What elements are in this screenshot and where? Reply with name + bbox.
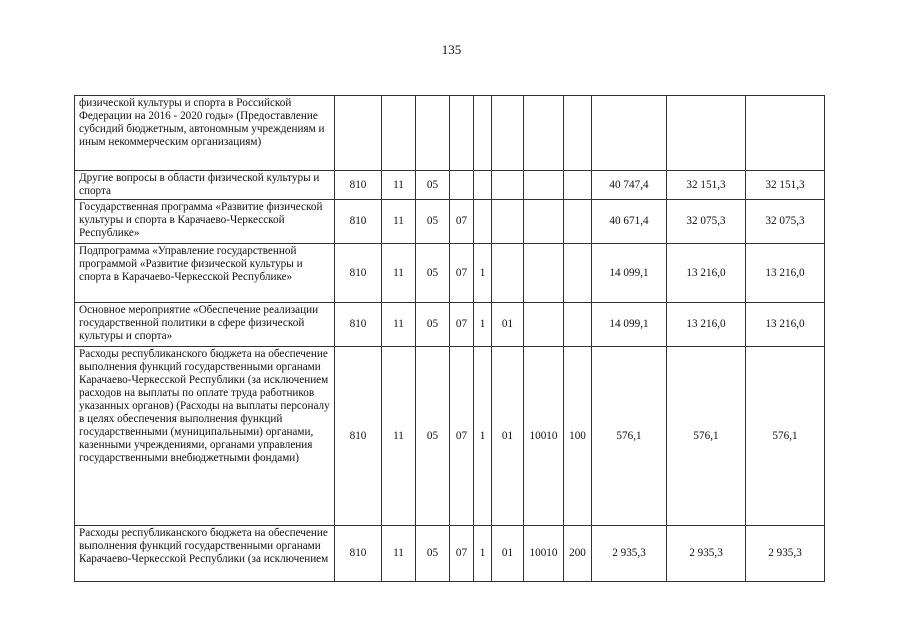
- amount-cell: 32 151,3: [746, 171, 825, 200]
- code-cell: 11: [382, 303, 416, 347]
- code-cell: 11: [382, 347, 416, 526]
- code-cell: [524, 244, 564, 303]
- code-cell: [492, 171, 524, 200]
- code-cell: 11: [382, 244, 416, 303]
- amount-cell: 32 075,3: [667, 200, 746, 244]
- amount-cell: 32 075,3: [746, 200, 825, 244]
- row-description: Подпрограмма «Управление государственной программой «Развитие физической культуры и спорта в Карачаево-Черкесской Республике»: [75, 244, 335, 303]
- row-description: Государственная программа «Развитие физической культуры и спорта в Карачаево-Черкесской Республике»: [75, 200, 335, 244]
- amount-cell: 13 216,0: [746, 244, 825, 303]
- table-row: [75, 347, 825, 526]
- table-row: [75, 96, 825, 171]
- amount-cell: [667, 96, 746, 171]
- amount-cell: 2 935,3: [592, 526, 667, 582]
- table-row: [75, 244, 825, 303]
- amount-cell: 576,1: [746, 347, 825, 526]
- code-cell: [382, 96, 416, 171]
- code-cell: 01: [492, 303, 524, 347]
- code-cell: [416, 96, 450, 171]
- code-cell: 11: [382, 171, 416, 200]
- amount-cell: 13 216,0: [746, 303, 825, 347]
- amount-cell: 14 099,1: [592, 303, 667, 347]
- code-cell: [474, 200, 492, 244]
- code-cell: 05: [416, 347, 450, 526]
- code-cell: 07: [450, 303, 474, 347]
- code-cell: [524, 171, 564, 200]
- code-cell: [564, 303, 592, 347]
- code-cell: 810: [335, 303, 382, 347]
- table-row: [75, 526, 825, 582]
- amount-cell: 576,1: [592, 347, 667, 526]
- code-cell: 1: [474, 347, 492, 526]
- amount-cell: 576,1: [667, 347, 746, 526]
- table-row: [75, 171, 825, 200]
- budget-table: [74, 95, 825, 582]
- amount-cell: 14 099,1: [592, 244, 667, 303]
- code-cell: 05: [416, 303, 450, 347]
- amount-cell: 40 671,4: [592, 200, 667, 244]
- code-cell: 810: [335, 244, 382, 303]
- row-description: Другие вопросы в области физической культуры и спорта: [75, 171, 335, 200]
- code-cell: [450, 96, 474, 171]
- code-cell: [524, 96, 564, 171]
- code-cell: [524, 303, 564, 347]
- code-cell: 07: [450, 244, 474, 303]
- code-cell: 810: [335, 526, 382, 582]
- code-cell: [450, 171, 474, 200]
- code-cell: [564, 171, 592, 200]
- amount-cell: 32 151,3: [667, 171, 746, 200]
- code-cell: 05: [416, 171, 450, 200]
- code-cell: 05: [416, 244, 450, 303]
- code-cell: [492, 200, 524, 244]
- amount-cell: 13 216,0: [667, 244, 746, 303]
- code-cell: [474, 171, 492, 200]
- amount-cell: 2 935,3: [746, 526, 825, 582]
- amount-cell: 40 747,4: [592, 171, 667, 200]
- code-cell: 11: [382, 200, 416, 244]
- code-cell: 1: [474, 526, 492, 582]
- code-cell: [564, 244, 592, 303]
- code-cell: 07: [450, 200, 474, 244]
- amount-cell: [592, 96, 667, 171]
- code-cell: 810: [335, 200, 382, 244]
- code-cell: [474, 96, 492, 171]
- code-cell: [335, 96, 382, 171]
- row-description: Расходы республиканского бюджета на обеспечение выполнения функций государственными органами Карачаево-Черкесской Республики (за исключением расходов на выплаты по оплате труда работников указанных органов) (Расходы на выплаты персоналу в целях обеспечения выполнения функций государственными (муниципальными) органами, казенными учреждениями, органами управления государственными внебюджетными фондами): [75, 347, 335, 526]
- code-cell: 11: [382, 526, 416, 582]
- code-cell: [524, 200, 564, 244]
- amount-cell: 13 216,0: [667, 303, 746, 347]
- code-cell: [492, 244, 524, 303]
- code-cell: 810: [335, 347, 382, 526]
- code-cell: 05: [416, 200, 450, 244]
- code-cell: 10010: [524, 347, 564, 526]
- page-number: 135: [441, 42, 462, 57]
- code-cell: 01: [492, 347, 524, 526]
- table-row: [75, 200, 825, 244]
- table-row: [75, 303, 825, 347]
- code-cell: 200: [564, 526, 592, 582]
- row-description: Основное мероприятие «Обеспечение реализации государственной политики в сфере физической культуры и спорта»: [75, 303, 335, 347]
- row-description: Расходы республиканского бюджета на обеспечение выполнения функций государственными органами Карачаево-Черкесской Республики (за исключением: [75, 526, 335, 582]
- code-cell: [564, 96, 592, 171]
- code-cell: 07: [450, 347, 474, 526]
- code-cell: 100: [564, 347, 592, 526]
- code-cell: [564, 200, 592, 244]
- code-cell: 05: [416, 526, 450, 582]
- code-cell: 10010: [524, 526, 564, 582]
- amount-cell: 2 935,3: [667, 526, 746, 582]
- code-cell: 07: [450, 526, 474, 582]
- code-cell: 1: [474, 303, 492, 347]
- amount-cell: [746, 96, 825, 171]
- code-cell: [492, 96, 524, 171]
- code-cell: 1: [474, 244, 492, 303]
- row-description: физической культуры и спорта в Российской Федерации на 2016 - 2020 годы» (Предоставление субсидий бюджетным, автономным учреждениям и иным некоммерческим организациям): [75, 96, 335, 171]
- code-cell: 01: [492, 526, 524, 582]
- code-cell: 810: [335, 171, 382, 200]
